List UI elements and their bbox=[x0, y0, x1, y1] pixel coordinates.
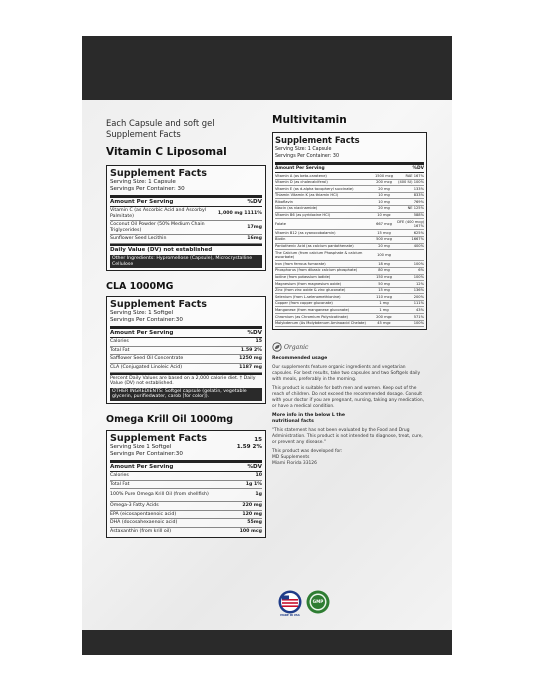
row-name: Vitamin A (as beta-carotene) bbox=[275, 173, 327, 178]
row-amount: 110 mcg bbox=[376, 294, 392, 299]
usage-heading: Recommended usage bbox=[272, 356, 328, 362]
row-amount: 15 mcg bbox=[377, 230, 391, 235]
table-row bbox=[110, 207, 262, 221]
table-row bbox=[110, 221, 262, 235]
row-name: Phosphorus (from dibasic calcium phosphate) bbox=[275, 268, 358, 273]
table-row bbox=[110, 489, 262, 502]
usage-developed-for: This product was developed for: bbox=[272, 449, 343, 455]
organic-mark bbox=[272, 342, 427, 352]
row-name: EPA (eicosapentaenoic acid) bbox=[110, 511, 177, 517]
row-name: Zinc (from zinc oxide & zinc gluconate) bbox=[275, 288, 346, 293]
row-name: Selenium (from L-selenomethionine) bbox=[275, 294, 341, 299]
row-name: Safflower Seed Oil Concentrate bbox=[110, 356, 184, 362]
vitc-facts-title: Supplement Facts bbox=[110, 168, 207, 179]
cla-facts-panel bbox=[106, 296, 266, 404]
row-dv: 6% bbox=[418, 268, 424, 273]
row-dv: 111% bbox=[413, 301, 424, 306]
row-dv: NE 125% bbox=[407, 206, 424, 211]
row-value: 16mg bbox=[247, 236, 262, 242]
top-band bbox=[82, 36, 452, 100]
table-row bbox=[275, 301, 424, 308]
table-row bbox=[275, 237, 424, 244]
krill-header-right: %DV bbox=[247, 463, 262, 470]
row-dv: 136% bbox=[413, 288, 424, 293]
row-name: Calories bbox=[110, 472, 129, 478]
table-row bbox=[110, 338, 262, 347]
vitc-header bbox=[110, 195, 262, 207]
cla-product-title: CLA 1000MG bbox=[106, 281, 174, 293]
row-amount: 15 mg bbox=[378, 288, 390, 293]
row-amount: 200 mgc bbox=[376, 314, 392, 319]
vitc-facts-panel bbox=[106, 165, 266, 271]
row-name: Vitamin C (as Ascorbic Acid and Ascorbyl Palmitate) bbox=[110, 208, 207, 219]
right-column bbox=[272, 114, 427, 467]
row-dv: 400% bbox=[413, 244, 424, 249]
usage-disclaimer: "This statement has not been evaluated by the Food and Drug Administration. This product is not intended to diagnose, treat, cure, or prevent any disease." bbox=[272, 428, 423, 446]
cla-facts-title: Supplement Facts bbox=[110, 299, 207, 311]
row-value: 1g bbox=[255, 492, 262, 498]
table-row bbox=[275, 193, 424, 200]
row-amount: 20 mg bbox=[378, 186, 390, 191]
krill-extra-2: 1.59 2% bbox=[236, 443, 262, 450]
table-row bbox=[275, 199, 424, 206]
row-dv: 43% bbox=[416, 307, 424, 312]
row-amount: 20 mg bbox=[378, 244, 390, 249]
row-amount: 10 mg bbox=[378, 199, 390, 204]
row-amount: 45 mgc bbox=[377, 321, 391, 326]
bottom-band bbox=[82, 630, 452, 655]
table-row bbox=[275, 321, 424, 328]
vitc-other-ingredients: Other Ingredients: Hypromellose (Capsule), Microcrystalline Cellulose bbox=[110, 255, 262, 268]
table-row bbox=[275, 206, 424, 213]
vitc-dv-note: Daily Value (DV) not established bbox=[110, 244, 262, 254]
row-amount: 100 mg bbox=[377, 252, 391, 257]
row-name: Omega-3 Fatty Acids bbox=[110, 503, 159, 509]
row-name: Vitamin E (as d-alpha tocopheryl succinate) bbox=[275, 186, 354, 191]
row-value: 120 mg bbox=[242, 511, 262, 517]
row-amount: 1 mg bbox=[379, 301, 389, 306]
table-row bbox=[110, 519, 262, 528]
usage-paragraph-2: This product is suitable for both men and women. Keep out of the reach of children. Do not exceed the recommended dosage. Consult with your doctor if you are pregnant, nursing, taking any medication, or have a medical condition. bbox=[272, 386, 425, 410]
multi-servings: Servings Per Container: 30 bbox=[275, 154, 340, 159]
row-name: Folate bbox=[275, 221, 286, 226]
row-value: 1250 mg bbox=[239, 356, 262, 362]
row-value: 220 mg bbox=[242, 503, 262, 509]
table-row bbox=[275, 250, 424, 261]
multi-rows bbox=[275, 173, 424, 327]
row-amount: 80 mg bbox=[378, 268, 390, 273]
row-name: Biotin bbox=[275, 237, 286, 242]
row-dv: RAE 167% bbox=[405, 173, 424, 178]
table-row bbox=[275, 180, 424, 187]
krill-header bbox=[110, 460, 262, 472]
row-name: CLA (Conjugated Linoleic Acid) bbox=[110, 364, 183, 370]
row-name: Total Fat bbox=[110, 347, 130, 353]
vitc-product-title: Vitamin C Liposomal bbox=[106, 146, 227, 158]
row-dv: 625% bbox=[413, 230, 424, 235]
cla-header-right: %DV bbox=[247, 330, 262, 337]
leaf-icon bbox=[272, 342, 282, 352]
row-name: Sunflower Seed Lecithin bbox=[110, 236, 167, 242]
multi-facts-panel bbox=[272, 132, 427, 330]
row-amount: 500 mcg bbox=[376, 237, 392, 242]
row-value: 100 mcg bbox=[239, 528, 262, 534]
table-row bbox=[110, 528, 262, 536]
krill-facts-title: Supplement Facts bbox=[110, 432, 207, 444]
row-amount: 150 mcg bbox=[376, 275, 392, 279]
table-row bbox=[110, 502, 262, 511]
row-name: Iodine (from potassium iodide) bbox=[275, 275, 331, 279]
cla-other-ingredients: OTHER INGREDIENTS: Softgel capsule (gelatin, vegetable glycerin, purifiedwater, carob [for color]). bbox=[110, 388, 262, 401]
row-value: 10 bbox=[255, 472, 262, 478]
company-address: Miami Florida 33126 bbox=[272, 461, 317, 467]
row-value: 1,000 mg 1111% bbox=[217, 210, 262, 216]
row-amount: 1 mg bbox=[379, 307, 389, 312]
row-amount: 20 mg bbox=[378, 206, 390, 211]
label-sheet bbox=[82, 36, 452, 655]
table-row bbox=[275, 275, 424, 282]
table-row bbox=[110, 355, 262, 364]
krill-servings: Servings Per Container:30 bbox=[110, 450, 183, 457]
table-row bbox=[275, 307, 424, 314]
vitc-header-left: Amount Per Serving bbox=[110, 199, 174, 205]
cla-header bbox=[110, 326, 262, 338]
table-row bbox=[275, 288, 424, 295]
gmp-badge-text: GMP bbox=[312, 599, 324, 604]
vitc-serving-size: Serving Size: 1 Capsule bbox=[110, 179, 176, 185]
table-row bbox=[275, 261, 424, 268]
table-row bbox=[275, 281, 424, 288]
row-amount: 10 mgc bbox=[377, 213, 391, 218]
krill-serving-size: Serving Size 1 Softgel bbox=[110, 443, 172, 450]
vitc-header-right: %DV bbox=[247, 199, 262, 205]
row-value: 55mg bbox=[247, 520, 262, 526]
company-name: MD Supplements bbox=[272, 455, 310, 461]
usa-flag-icon bbox=[278, 590, 302, 614]
row-name: Astaxanthin (from krill oil) bbox=[110, 528, 172, 534]
row-name: Molybdenum (As Molybdenum Aminoacid Chelate) bbox=[275, 321, 366, 326]
row-name: Copper (from copper gluconate) bbox=[275, 301, 333, 306]
usa-badge-text: MADE IN USA bbox=[280, 614, 300, 617]
row-name: 100% Pure Omega Krill Oil (from shellfish) bbox=[110, 492, 209, 498]
row-name: Riboflavin bbox=[275, 199, 293, 204]
row-dv: 200% bbox=[413, 294, 424, 299]
table-row bbox=[275, 230, 424, 237]
multi-header bbox=[275, 162, 424, 173]
row-name: Iron (from ferrous fumarate) bbox=[275, 261, 326, 266]
row-name: The Calcium (from calcium Phosphate & calcium ascorbate) bbox=[275, 250, 363, 260]
table-row bbox=[275, 268, 424, 275]
row-value: 17mg bbox=[247, 224, 262, 230]
table-row bbox=[275, 314, 424, 321]
row-dv: 12% bbox=[416, 281, 424, 286]
krill-extra-1: 15 bbox=[254, 436, 262, 443]
table-row bbox=[275, 244, 424, 251]
row-dv: 100% bbox=[413, 261, 424, 266]
left-column bbox=[106, 118, 266, 538]
row-dv: 1667% bbox=[411, 237, 424, 242]
row-dv: 100% bbox=[413, 321, 424, 326]
row-value: 1.59 2% bbox=[240, 347, 262, 353]
table-row bbox=[110, 235, 262, 244]
intro-line-2: Supplement Facts bbox=[106, 129, 181, 139]
row-name: DHA (docosahexaenoic acid) bbox=[110, 520, 178, 526]
table-row bbox=[110, 481, 262, 490]
row-name: Calories bbox=[110, 339, 129, 345]
row-amount: 10 mg bbox=[378, 193, 390, 198]
multi-serving-size: Serving Size: 1 Capsule bbox=[275, 147, 332, 152]
usage-more-info: More info in the below L the nutritional facts bbox=[272, 413, 346, 425]
multi-product-title: Multivitamin bbox=[272, 114, 347, 126]
row-amount: 200 mcg bbox=[376, 180, 392, 185]
table-row bbox=[110, 472, 262, 481]
row-name: Manganese (from manganese gluconate) bbox=[275, 307, 350, 312]
row-value: 1g 1% bbox=[245, 481, 262, 487]
table-row bbox=[275, 173, 424, 180]
krill-serving-line bbox=[110, 444, 262, 451]
cla-servings: Servings Per Container:30 bbox=[110, 317, 183, 324]
multi-header-left: Amount Per Serving bbox=[275, 166, 325, 171]
cla-serving-size: Serving Size: 1 Softgel bbox=[110, 310, 174, 317]
intro-line-1: Each Capsule and soft gel bbox=[106, 118, 215, 128]
row-name: Coconut Oil Powder (50% Medium Chain Triglycerides) bbox=[110, 222, 205, 233]
krill-header-left: Amount Per Serving bbox=[110, 463, 174, 470]
row-name: Vitamin B6 (as pyridoxine HCl) bbox=[275, 213, 331, 218]
krill-facts-panel bbox=[106, 430, 266, 539]
row-dv: 100% bbox=[413, 275, 424, 279]
row-name: Vitamin D (as cholecalciferol) bbox=[275, 180, 328, 185]
cla-header-left: Amount Per Serving bbox=[110, 330, 174, 337]
krill-product-title: Omega Krill Oil 1000mg bbox=[106, 413, 234, 425]
table-row bbox=[275, 186, 424, 193]
row-amount: 1500 mcg bbox=[374, 173, 394, 178]
table-row bbox=[110, 347, 262, 356]
cla-dv-note: Percent Daily Values are based on a 2,000 calorie diet. † Daily Value (DV) not established. bbox=[110, 373, 262, 387]
vitc-servings: Servings Per Container: 30 bbox=[110, 186, 185, 192]
krill-title-line bbox=[110, 433, 262, 444]
row-name: Magnesium (from magnesium oxide) bbox=[275, 281, 342, 286]
row-dv: DFE (400 mcg) 167% bbox=[397, 219, 424, 229]
row-dv: 833% bbox=[413, 193, 424, 198]
row-dv: 571% bbox=[413, 314, 424, 319]
multi-facts-title: Supplement Facts bbox=[275, 135, 360, 145]
table-row bbox=[110, 364, 262, 373]
row-name: Thiamin Vitamin K (as thiamin HCl) bbox=[275, 193, 339, 198]
row-amount: 50 mg bbox=[378, 281, 390, 286]
table-row bbox=[275, 219, 424, 230]
row-dv: 133% bbox=[413, 186, 424, 191]
row-amount: 18 mg bbox=[378, 261, 390, 266]
table-row bbox=[275, 294, 424, 301]
organic-label: Organic bbox=[284, 343, 309, 351]
row-name: Vitamin B12 (as cyanocobalamin) bbox=[275, 230, 336, 235]
row-amount: 667 mcg bbox=[376, 221, 392, 226]
row-name: Niacin (as niacinamide) bbox=[275, 206, 318, 211]
table-row bbox=[110, 511, 262, 520]
row-name: Total Fat bbox=[110, 481, 130, 487]
row-dv: (400 IU) 100% bbox=[398, 180, 424, 185]
table-row bbox=[275, 213, 424, 220]
row-dv: 769% bbox=[413, 199, 424, 204]
multi-header-right: %DV bbox=[412, 166, 424, 171]
made-in-usa-badge bbox=[278, 590, 302, 617]
gmp-badge bbox=[306, 590, 330, 614]
row-value: 15 bbox=[255, 339, 262, 345]
row-name: Pantothenic Acid (as calcium pantothenate) bbox=[275, 244, 354, 249]
row-dv: 588% bbox=[413, 213, 424, 218]
row-value: 1187 mg bbox=[239, 364, 262, 370]
usage-paragraph-1: Our supplements feature organic ingredients and vegetarian capsules. For best results, take two capsules and two Softgels daily with meals, preferably in the morning. bbox=[272, 365, 421, 383]
row-name: Chromium (as Chromium Polynicotinate) bbox=[275, 314, 348, 319]
